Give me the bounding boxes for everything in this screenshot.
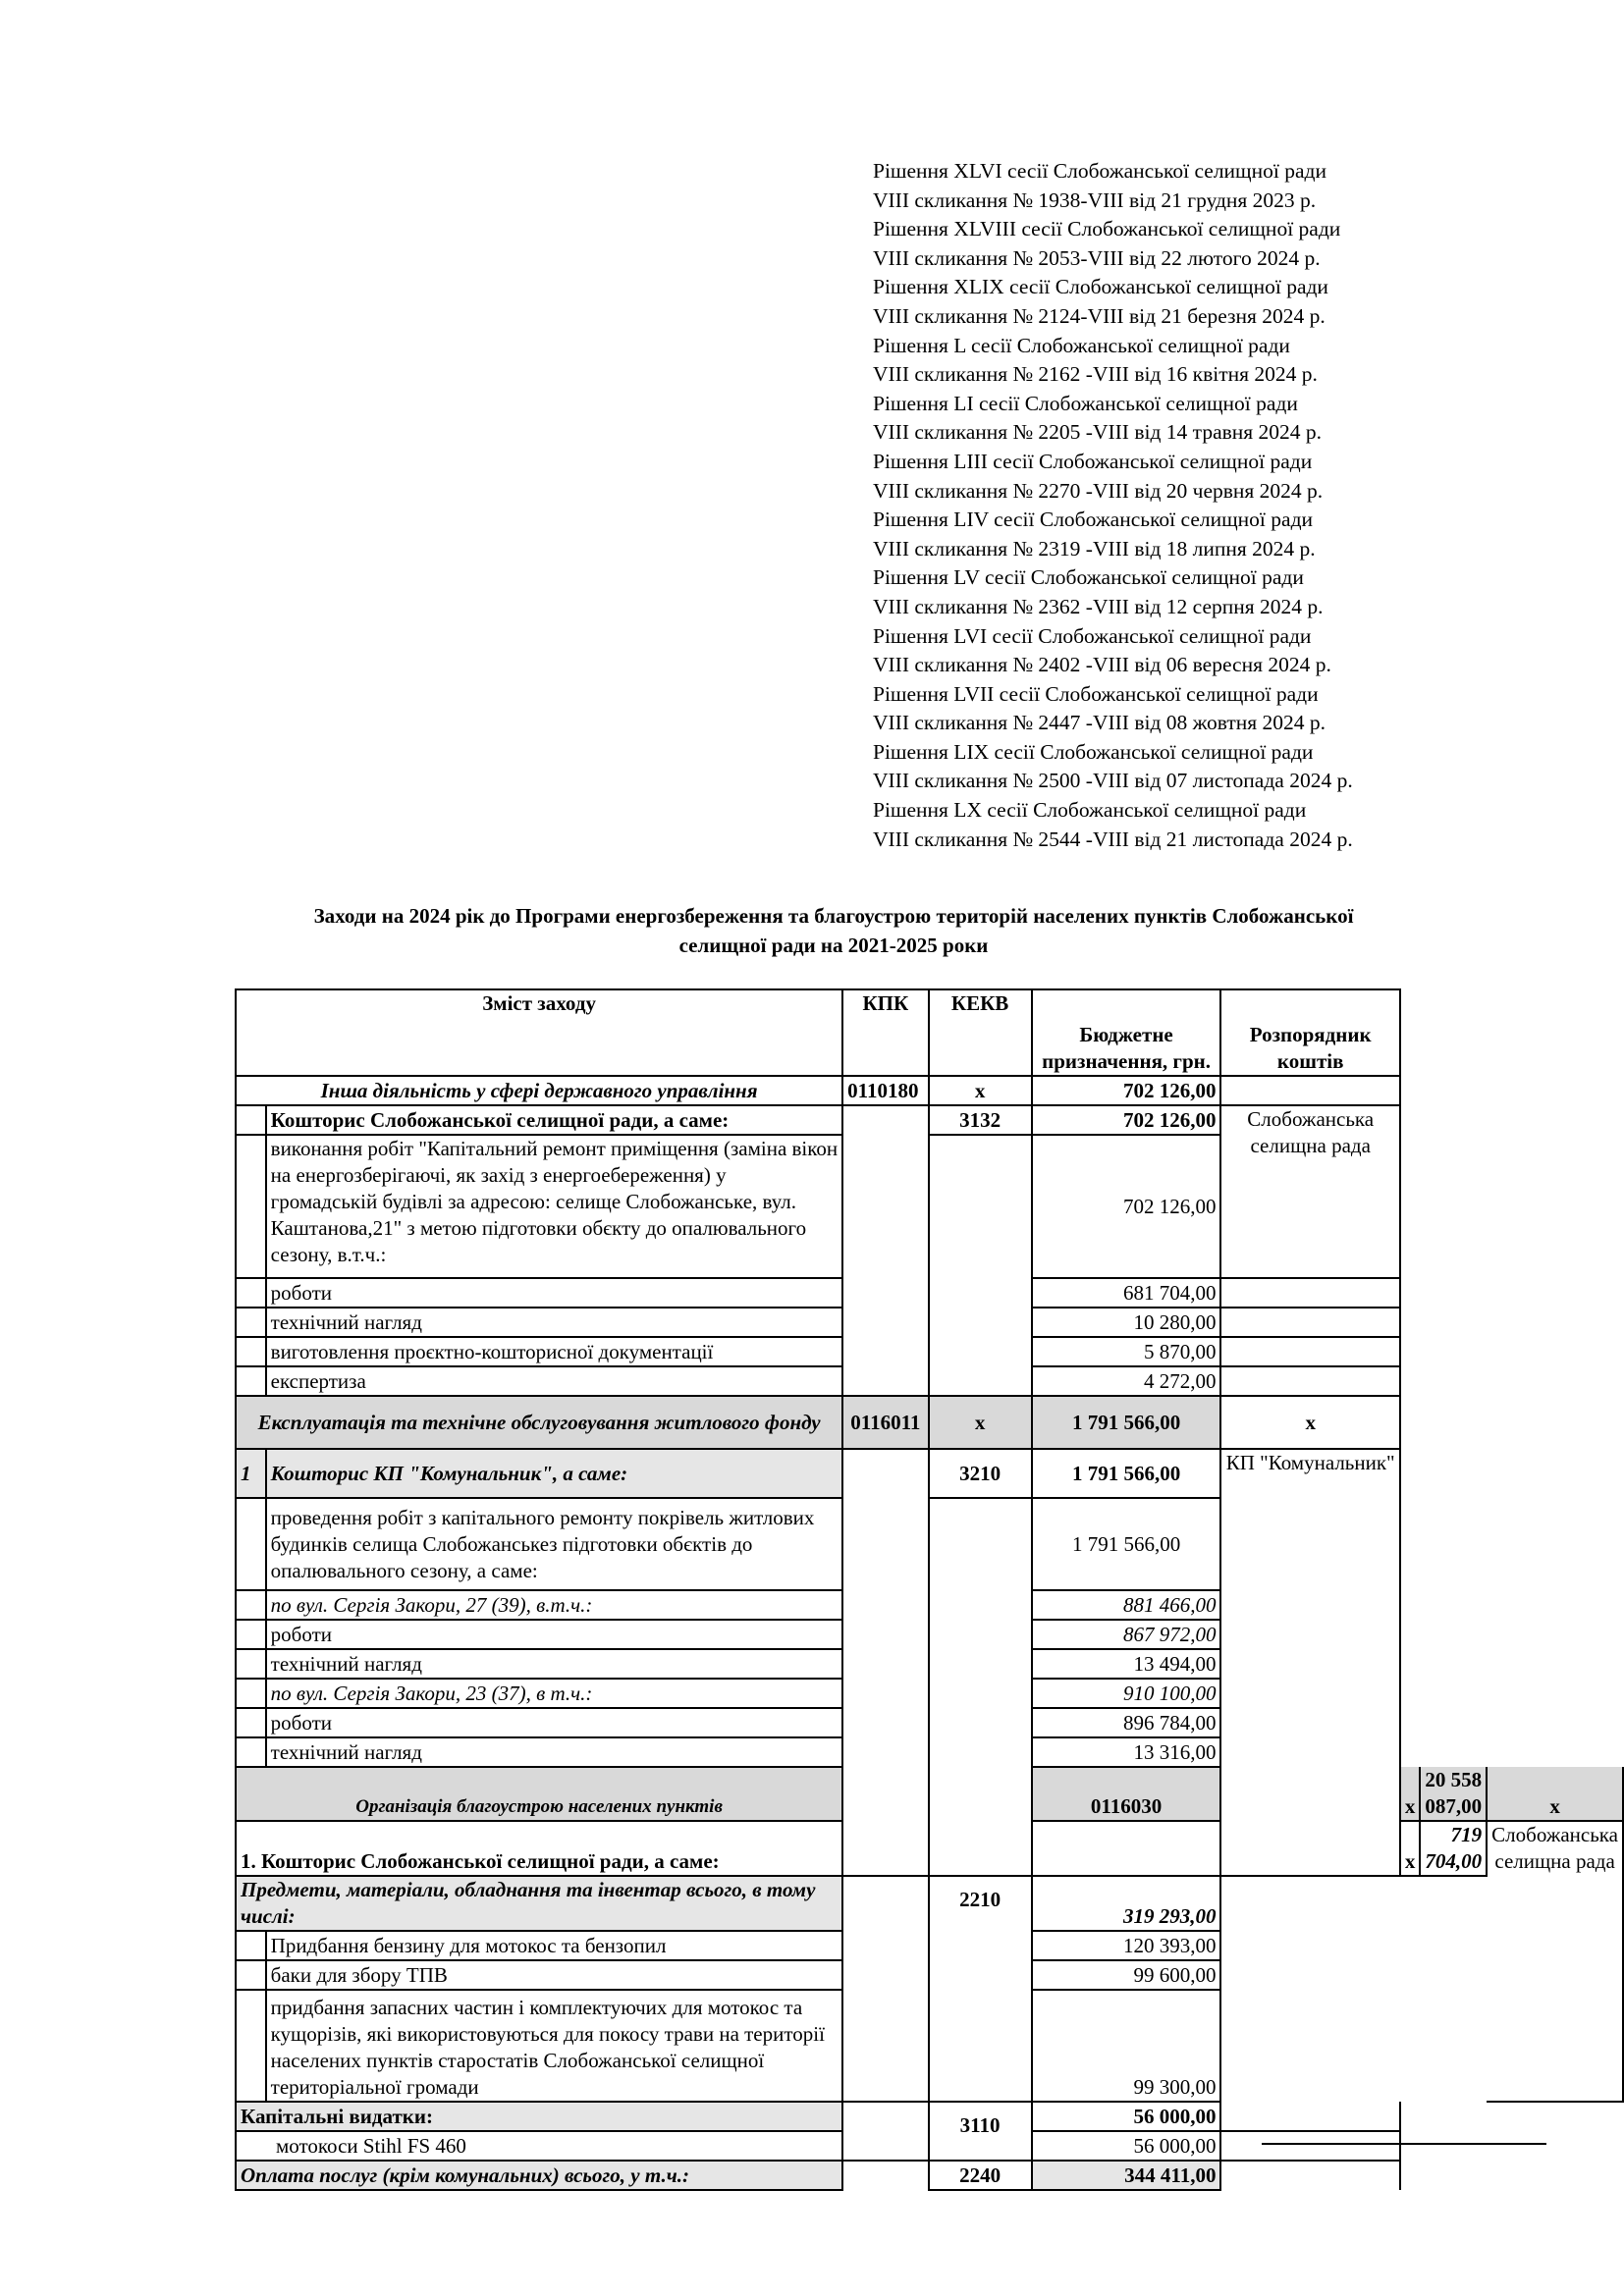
kekv-code: 3132 (929, 1105, 1032, 1135)
amount: 319 293,00 (1032, 1876, 1221, 1931)
decision-reference-line: VIII скликання № 2205 -VIII від 14 травня 2024 р. (873, 420, 1323, 445)
table-row (236, 1449, 1623, 1498)
amount: 867 972,00 (1032, 1620, 1221, 1649)
decision-reference-line: Рішення LVI сесії Слобожанської селищної ради (873, 623, 1312, 648)
kekv-code: 2240 (929, 2161, 1032, 2190)
amount: 910 100,00 (1032, 1679, 1221, 1708)
item-label: технічний нагляд (266, 1308, 843, 1337)
item-label: баки для збору ТПВ (266, 1960, 843, 1990)
item-label: експертиза (266, 1366, 843, 1396)
decision-reference-line: VIII скликання № 2319 -VIII від 18 липня 2024 р. (873, 536, 1316, 561)
decision-reference-line: VIII скликання № 2124-VIII від 21 березня 2024 р. (873, 303, 1326, 328)
amount: 99 600,00 (1032, 1960, 1221, 1990)
decision-reference-line: Рішення LV сесії Слобожанської селищної ради (873, 565, 1304, 590)
subsection-title: Кошторис КП "Комунальник", а саме: (266, 1449, 843, 1498)
decision-references (873, 157, 1599, 854)
decision-reference-line: VIII скликання № 2447 -VIII від 08 жовтня 2024 р. (873, 711, 1326, 735)
table-header-row (236, 989, 1623, 1076)
table-row (236, 2161, 1623, 2190)
decision-reference-line: Рішення LI сесії Слобожанської селищної ради (873, 391, 1298, 415)
header-content: Зміст заходу (236, 989, 842, 1076)
table-row (236, 2102, 1623, 2131)
decision-reference-line: Рішення XLVI сесії Слобожанської селищної ради (873, 159, 1326, 183)
amount: 719 704,00 (1420, 1821, 1487, 1876)
subsection-title: Оплата послуг (крім комунальних) всього, у т.ч.: (236, 2161, 842, 2190)
kekv-code: х (1400, 1821, 1421, 1876)
amount: 1 791 566,00 (1032, 1449, 1221, 1498)
item-label: технічний нагляд (266, 1737, 843, 1767)
title-line-2: селищної ради на 2021-2025 роки (678, 934, 989, 957)
item-label: роботи (266, 1620, 843, 1649)
fund-manager: х (1220, 1396, 1399, 1449)
header-manager: Розпорядник коштів (1220, 989, 1399, 1076)
amount: 56 000,00 (1032, 2131, 1221, 2161)
amount: 13 494,00 (1032, 1649, 1221, 1679)
header-kpk: КПК (842, 989, 928, 1076)
amount: 13 316,00 (1032, 1737, 1221, 1767)
work-description: виконання робіт "Капітальний ремонт приміщення (заміна вікон на енергозберігаючі, як захід з енергоебереження) у громадській будівлі за адресою: селище Слобожанське, вул. Каштанова,21" з метою підготовки обєкту до опалювального сезону, в.т.ч.: (266, 1135, 843, 1278)
amount: 881 466,00 (1032, 1590, 1221, 1620)
amount: 1 791 566,00 (1032, 1498, 1221, 1590)
section-title: Експлуатація та технічне обслуговування житлового фонду (236, 1396, 842, 1449)
item-label: технічний нагляд (266, 1649, 843, 1679)
kpk-code: 0116011 (842, 1396, 928, 1449)
address-label: по вул. Сергія Закори, 27 (39), в.т.ч.: (266, 1590, 843, 1620)
decision-reference-line: VIII скликання № 2544 -VIII від 21 листопада 2024 р. (873, 827, 1353, 851)
section-title: Інша діяльність у сфері державного управління (236, 1076, 842, 1105)
subsection-title: Капітальні видатки: (236, 2102, 842, 2131)
item-label: придбання запасних частин і комплектуючих для мотокос та кущорізів, які використовуються для покосу трави на території населених пунктів старостатів Слобожанської селищної територіальної громади (266, 1990, 843, 2102)
decision-reference-line: Рішення XLVIII сесії Слобожанської селищної ради (873, 217, 1341, 241)
subsection-title: Предмети, матеріали, обладнання та інвентар всього, в тому числі: (236, 1876, 842, 1931)
decision-reference-line: VIII скликання № 2270 -VIII від 20 червня 2024 р. (873, 478, 1324, 503)
amount: 56 000,00 (1032, 2102, 1221, 2131)
amount: 702 126,00 (1032, 1135, 1221, 1278)
fund-manager: Слобожанська селищна рада (1487, 1821, 1623, 2102)
kekv-code: 3210 (929, 1449, 1032, 1498)
decision-reference-line: VIII скликання № 2500 -VIII від 07 листопада 2024 р. (873, 769, 1353, 793)
decision-reference-line: Рішення L сесії Слобожанської селищної ради (873, 333, 1290, 357)
table-row (236, 1498, 1623, 1590)
amount: 896 784,00 (1032, 1708, 1221, 1737)
decision-reference-line: Рішення LX сесії Слобожанської селищної ради (873, 798, 1307, 823)
kpk-code: 0110180 (842, 1076, 928, 1105)
kekv-code: 2210 (929, 1876, 1032, 2102)
kpk-code: 0116030 (1032, 1767, 1221, 1821)
decision-reference-line: Рішення XLIX сесії Слобожанської селищної ради (873, 275, 1328, 299)
item-label: виготовлення проєктно-кошторисної документації (266, 1337, 843, 1366)
subsection-title: Кошторис Слобожанської селищної ради, а саме: (266, 1105, 843, 1135)
item-label: роботи (266, 1278, 843, 1308)
kekv-code: х (929, 1396, 1032, 1449)
amount: 1 791 566,00 (1032, 1396, 1221, 1449)
decision-reference-line: Рішення LIII сесії Слобожанської селищної ради (873, 449, 1313, 473)
table-row (236, 1396, 1623, 1449)
amount: 681 704,00 (1032, 1278, 1221, 1308)
row-number: 1 (236, 1449, 266, 1498)
document-title (236, 901, 1432, 960)
fund-manager: Слобожанська селищна рада (1220, 1105, 1399, 1278)
table-row (236, 1076, 1623, 1105)
decision-reference-line: VIII скликання № 2402 -VIII від 06 вересня 2024 р. (873, 653, 1331, 677)
decision-reference-line: Рішення LIV сесії Слобожанської селищної ради (873, 507, 1314, 532)
amount: 5 870,00 (1032, 1337, 1221, 1366)
fund-manager: КП "Комунальник" (1220, 1449, 1399, 1876)
amount: 702 126,00 (1032, 1105, 1221, 1135)
decision-reference-line: VIII скликання № 2162 -VIII від 16 квітня 2024 р. (873, 362, 1318, 387)
item-label: мотокоси Stihl FS 460 (236, 2131, 842, 2161)
section-title: Організація благоустрою населених пунктів (236, 1767, 842, 1821)
measures-table (235, 988, 1624, 2191)
kekv-code: х (929, 1076, 1032, 1105)
address-label: по вул. Сергія Закори, 23 (37), в т.ч.: (266, 1679, 843, 1708)
subsection-title: 1. Кошторис Слобожанської селищної ради, а саме: (236, 1821, 842, 1876)
amount: 120 393,00 (1032, 1931, 1221, 1960)
amount: 99 300,00 (1032, 1990, 1221, 2102)
item-label: роботи (266, 1708, 843, 1737)
decision-reference-line: VIII скликання № 2362 -VIII від 12 серпня 2024 р. (873, 594, 1324, 618)
amount: 10 280,00 (1032, 1308, 1221, 1337)
table-row (236, 1876, 1623, 1931)
title-line-1: Заходи на 2024 рік до Програми енергозбереження та благоустрою територій населених пунктів Слобожанської (313, 904, 1354, 928)
kekv-code: х (1400, 1767, 1421, 1821)
item-label: Придбання бензину для мотокос та бензопил (266, 1931, 843, 1960)
decision-reference-line: Рішення LVII сесії Слобожанської селищної ради (873, 681, 1319, 706)
divider-line (1262, 2143, 1546, 2145)
amount: 4 272,00 (1032, 1366, 1221, 1396)
kekv-code: 3110 (929, 2102, 1032, 2161)
decision-reference-line: VIII скликання № 2053-VIII від 22 лютого 2024 р. (873, 245, 1321, 270)
decision-reference-line: Рішення LIX сесії Слобожанської селищної ради (873, 739, 1314, 764)
table-row (236, 1135, 1623, 1278)
header-budget: Бюджетне призначення, грн. (1032, 989, 1221, 1076)
table-row (236, 1105, 1623, 1135)
amount: 702 126,00 (1032, 1076, 1221, 1105)
amount: 20 558 087,00 (1420, 1767, 1487, 1821)
work-description: проведення робіт з капітального ремонту покрівель житлових будинків селища Слобожанськез підготовки обєктів до опалювального сезону, а саме: (266, 1498, 843, 1590)
decision-reference-line: VIII скликання № 1938-VIII від 21 грудня 2023 р. (873, 187, 1317, 212)
amount: 344 411,00 (1032, 2161, 1221, 2190)
fund-manager: х (1487, 1767, 1623, 1821)
header-kekv: КЕКВ (929, 989, 1032, 1076)
